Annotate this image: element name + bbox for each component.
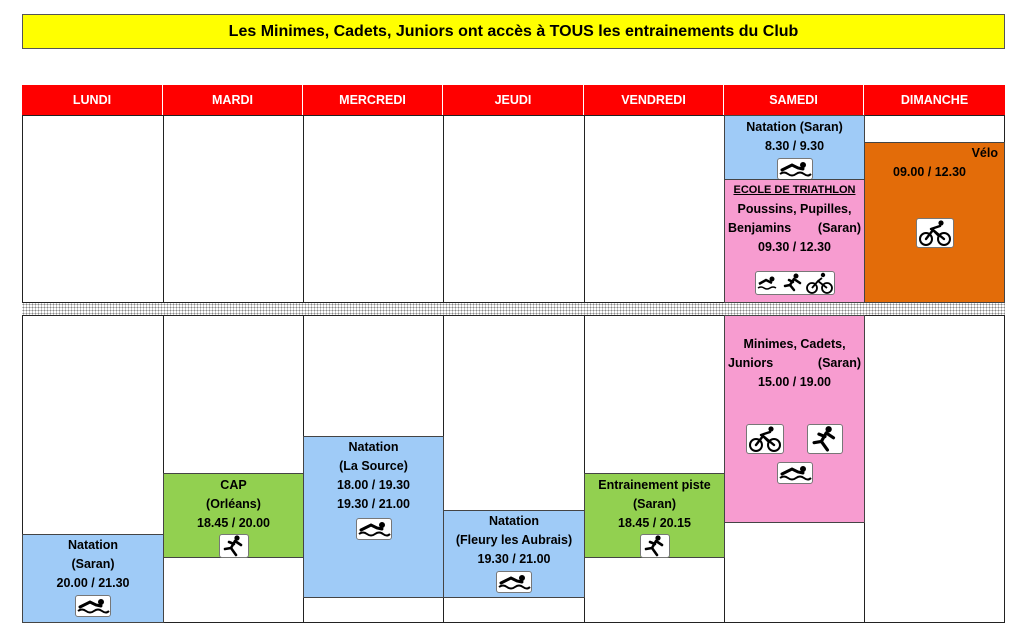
bike-icon [746, 424, 784, 454]
session-title: ECOLE DE TRIATHLON [733, 184, 856, 196]
swim-icon [496, 571, 532, 593]
session-audience: Poussins, Pupilles, [737, 202, 852, 216]
header-samedi: SAMEDI [724, 85, 864, 115]
session-audience-2: Juniors [728, 356, 774, 370]
afternoon-cell-mardi [163, 315, 304, 623]
session-title: Natation [489, 514, 539, 528]
session-title: Natation [68, 538, 118, 552]
session-audience-2: Benjamins [728, 221, 792, 235]
header-vendredi: VENDREDI [584, 85, 724, 115]
session-title: Vélo [971, 146, 998, 160]
session-title: Natation (Saran) [746, 120, 843, 134]
session-samedi-jeunes [724, 315, 865, 523]
session-time: 8.30 / 9.30 [764, 139, 825, 153]
morning-cell-jeudi [443, 115, 585, 303]
session-time-2: 19.30 / 21.00 [337, 497, 410, 511]
session-samedi-natation [724, 115, 865, 180]
header-mardi: MARDI [163, 85, 303, 115]
session-jeudi-natation [443, 510, 585, 598]
session-location: (Fleury les Aubrais) [455, 533, 573, 547]
morning-cell-mercredi [303, 115, 444, 303]
run-icon [640, 534, 670, 558]
session-time: 18.45 / 20.15 [618, 516, 691, 530]
morning-cell-vendredi [584, 115, 725, 303]
header-mercredi: MERCREDI [303, 85, 443, 115]
banner-text: Les Minimes, Cadets, Juniors ont accès à TOUS les entrainements du Club [228, 22, 799, 40]
session-title: Entrainement piste [598, 478, 711, 492]
swim-icon [75, 595, 111, 617]
session-time: 15.00 / 19.00 [758, 375, 831, 389]
info-banner [22, 14, 1005, 49]
run-icon [807, 424, 843, 454]
run-icon [219, 534, 249, 558]
session-time: 09.30 / 12.30 [758, 240, 831, 254]
session-time: 20.00 / 21.30 [56, 576, 130, 590]
session-location: (Saran) [71, 557, 115, 571]
session-dimanche-velo [864, 142, 1005, 303]
session-time: 09.00 / 12.30 [893, 165, 966, 179]
session-vendredi-piste [584, 473, 725, 558]
header-dimanche: DIMANCHE [864, 85, 1005, 115]
afternoon-cell-vendredi [584, 315, 725, 623]
header-jeudi: JEUDI [443, 85, 584, 115]
session-title: CAP [220, 478, 247, 492]
session-location: (Saran) [817, 356, 861, 370]
session-time: 18.45 / 20.00 [197, 516, 270, 530]
session-time: 19.30 / 21.00 [477, 552, 551, 566]
morning-cell-mardi [163, 115, 304, 303]
swim-icon [777, 158, 813, 180]
session-location: (Saran) [817, 221, 861, 235]
triathlon-icon [755, 271, 835, 295]
midday-separator [22, 302, 1005, 316]
session-mercredi-natation [303, 436, 444, 598]
morning-cell-lundi [22, 115, 164, 303]
session-time-1: 18.00 / 19.30 [337, 478, 410, 492]
session-samedi-ecole-triathlon [724, 179, 865, 303]
session-lundi-natation [22, 534, 164, 623]
session-audience: Minimes, Cadets, [743, 337, 846, 351]
session-location: (Orléans) [206, 497, 261, 511]
swim-icon [777, 462, 813, 484]
session-title: Natation [348, 440, 399, 454]
bike-icon [916, 218, 954, 248]
session-location: (La Source) [339, 459, 408, 473]
header-lundi: LUNDI [22, 85, 163, 115]
swim-icon [356, 518, 392, 540]
session-location: (Saran) [632, 497, 677, 511]
afternoon-cell-dimanche [864, 315, 1005, 623]
session-mardi-cap [163, 473, 304, 558]
